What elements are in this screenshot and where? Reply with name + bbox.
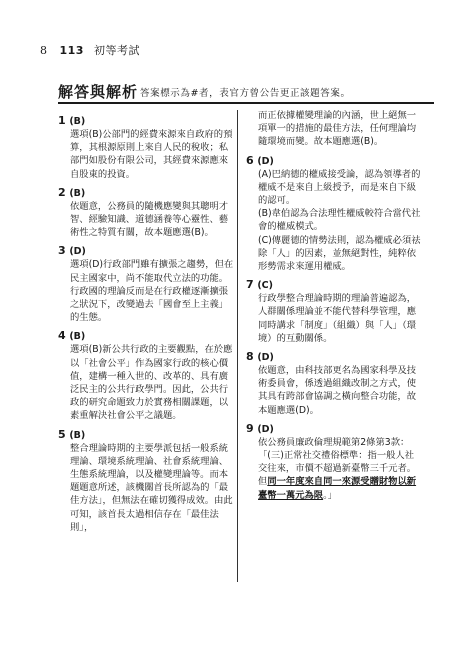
question-item	[58, 114, 234, 181]
question-item	[58, 244, 234, 324]
question-item	[246, 350, 422, 417]
page-number: 8	[40, 44, 48, 57]
regulation-text-end: 。」	[323, 489, 338, 501]
highlighted-rule: 同一年度來自同一來源受贈財物以新臺幣一萬元為限	[258, 476, 417, 501]
question-explanation	[246, 168, 422, 274]
option-explanation: (B)韋伯認為合法理性權威較符合當代社會的權威模式。	[258, 208, 421, 233]
question-item	[246, 422, 422, 502]
exam-year: 113	[59, 44, 84, 57]
question-explanation: 行政學整合理論時期的理論普遍認為，人群關係理論並不能代替科學管理，應同時講求「制度」（組織）與「人」（環境）的互動關係。	[258, 293, 417, 344]
question-item	[246, 154, 422, 274]
section-title: 解答與解析	[58, 83, 139, 101]
right-column	[246, 108, 422, 507]
question-number: 7 (C)	[246, 278, 273, 292]
section-note: 答案標示為#者，表官方曾公告更正該題答案。	[140, 88, 351, 99]
question-explanation: 依題意，由科技部更名為國家科學及技術委員會，係透過組織改制之方式，使其具有跨部會協調之橫向整合功能，故本題應選(D)。	[258, 365, 417, 416]
question-explanation	[246, 436, 422, 502]
question-explanation: 整合理論時期的主要學派包括一般系統理論、環境系統理論、社會系統理論、生態系統理論，以及權變理論等。而本題題意所述，該機關首長所認為的「最佳方法」，但無法在確切獲得成效。由此可知，該首長太過相信存在「最佳法則」，	[70, 442, 233, 533]
question-number: 1 (B)	[58, 114, 86, 127]
question-explanation: 選項(B)新公共行政的主要觀點，在於應以「社會公平」作為國家行政的核心價值，建構一種入世的、改革的、具有廣泛民主的公共行政學門。因此，公共行政的研究命題致力於實務相關課題，以素重解決社會公平之議題。	[70, 344, 233, 422]
exam-title: 初等考試	[93, 44, 140, 57]
question-number: 6 (D)	[246, 153, 274, 167]
question-number: 9 (D)	[246, 421, 274, 435]
question-item	[58, 329, 234, 422]
regulation-text: 依公務員廉政倫理規範第2條第3款：「(三)正常社交禮俗標準：指一般人社交往來，市價不超過新臺幣三千元者。但	[258, 436, 417, 488]
option-explanation: (A)巴納德的權威接受論，認為領導者的權威不是來自上級授予，而是來自下級的認可。	[258, 168, 421, 207]
question-number: 8 (D)	[246, 350, 274, 364]
question-item	[246, 278, 422, 345]
question-number: 5 (B)	[58, 427, 86, 441]
question-explanation: 依題意，公務員的隨機應變與其聰明才智、經驗知識、道德涵養等心靈性、藝術性之特質有關，故本題應選(B)。	[70, 200, 229, 239]
section-divider	[58, 102, 434, 104]
column-divider	[237, 110, 238, 582]
question-item	[58, 428, 234, 534]
question-number: 2 (B)	[58, 185, 86, 199]
question-number: 4 (B)	[58, 329, 86, 343]
left-column	[58, 110, 234, 539]
option-explanation: (C)傳麗德的情勢法則，認為權威必須祛除「人」的因素，並無絕對性，純粹依形勢需求來運用權威。	[258, 234, 421, 273]
question-item	[58, 186, 234, 240]
question-explanation: 選項(D)行政部門雖有擴張之趨勢，但在民主國家中，尚不能取代立法的功能。行政國的理論反而是在行政權逐漸擴張之狀況下，改變過去「國會至上主義」的生態。	[70, 259, 234, 324]
page-header	[40, 42, 140, 58]
question-number: 3 (D)	[58, 244, 86, 258]
continued-explanation: 而正依據權變理論的內涵，世上絕無一項單一的措施的最佳方法，任何理論均隨環境而變。故本題應選(B)。	[258, 110, 417, 148]
question-explanation: 選項(B)公部門的經費來源來自政府的預算，其根源原則上來自人民的稅收；私部門如股份有限公司，其經費來源應來自股東的投資。	[70, 129, 233, 180]
